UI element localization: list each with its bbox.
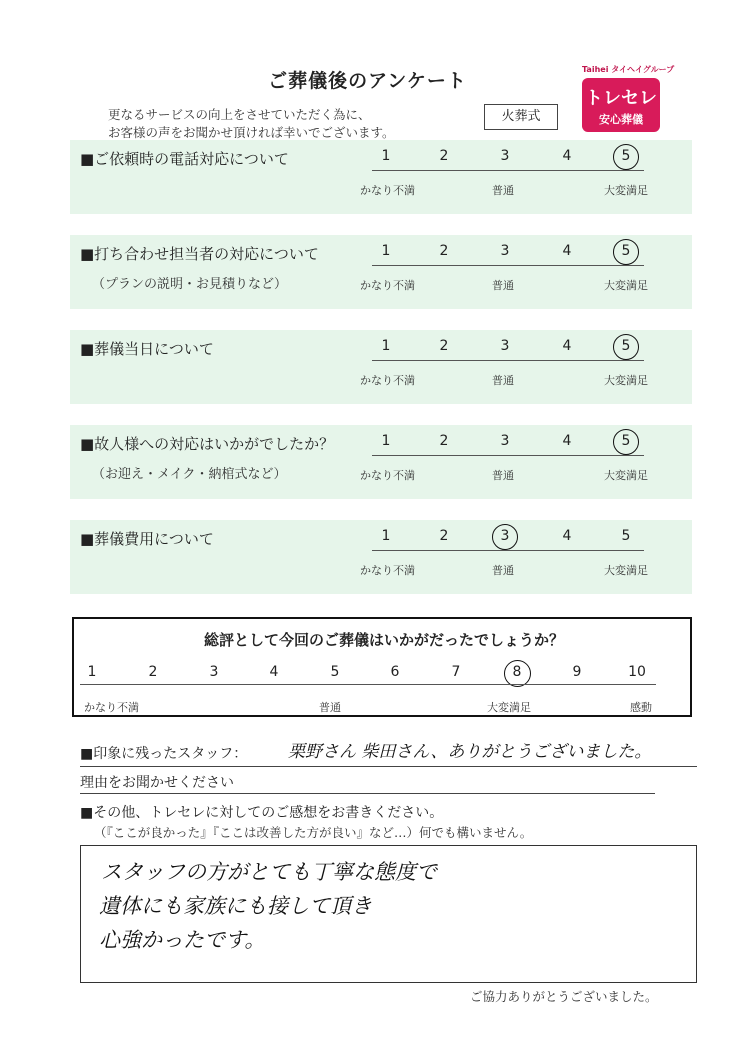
comments-label: ■その他、トレセレに対してのご感想をお書きください。: [80, 805, 444, 821]
scale-number[interactable]: 1: [381, 433, 391, 449]
scale-number[interactable]: 4: [562, 433, 572, 449]
scale-number[interactable]: 5: [621, 243, 631, 259]
comment-line-1: スタッフの方がとても丁寧な態度で: [101, 860, 437, 884]
overall-number[interactable]: 5: [330, 664, 340, 680]
scale-number[interactable]: 4: [562, 528, 572, 544]
scale-number[interactable]: 2: [439, 433, 449, 449]
scale-number[interactable]: 2: [439, 148, 449, 164]
comment-box: [80, 845, 697, 983]
scale-line: [372, 265, 644, 266]
staff-answer-line: [80, 766, 697, 767]
scale-number[interactable]: 2: [439, 528, 449, 544]
scale-number[interactable]: 1: [381, 528, 391, 544]
scale-number[interactable]: 4: [562, 243, 572, 259]
scale-anchor-mid: 普通: [492, 469, 514, 482]
scale-line: [372, 360, 644, 361]
scale-number[interactable]: 1: [381, 243, 391, 259]
scale-anchor-high: 大変満足: [604, 564, 648, 577]
question-label: ■葬儀費用について: [80, 530, 214, 548]
overall-number[interactable]: 4: [269, 664, 279, 680]
scale-number[interactable]: 3: [500, 148, 510, 164]
overall-anchor-a5: 普通: [319, 701, 341, 714]
reason-label: 理由をお聞かせください: [80, 775, 234, 791]
scale-anchor-mid: 普通: [492, 279, 514, 292]
scale-anchor-low: かなり不満: [360, 279, 415, 292]
overall-anchor-a1: かなり不満: [84, 701, 139, 714]
question-sublabel: （お迎え・メイク・納棺式など）: [92, 467, 287, 482]
scale-number[interactable]: 5: [621, 528, 631, 544]
company-logo: [582, 64, 675, 132]
scale-number[interactable]: 4: [562, 338, 572, 354]
overall-rating-box: [72, 617, 692, 717]
overall-question: 総評として今回のご葬儀はいかがだったでしょうか？: [203, 631, 564, 649]
scale-number[interactable]: 2: [439, 338, 449, 354]
scale-number[interactable]: 4: [562, 148, 572, 164]
scale-line: [372, 170, 644, 171]
scale-number[interactable]: 3: [500, 528, 510, 544]
question-label: ■故人様への対応はいかがでしたか？: [80, 435, 335, 453]
comment-line-3: 心強かったです。: [99, 928, 266, 952]
logo-sub-text: 安心葬儀: [599, 113, 643, 126]
scale-number[interactable]: 1: [381, 148, 391, 164]
overall-selected-circle: [504, 660, 531, 687]
selected-rating-circle: [613, 429, 639, 455]
logo-group-name: Taihei タイヘイグループ: [582, 65, 675, 74]
scale-anchor-high: 大変満足: [604, 374, 648, 387]
scale-anchor-mid: 普通: [492, 564, 514, 577]
logo-main-text: トレセレ: [585, 88, 657, 109]
scale-anchor-high: 大変満足: [604, 469, 648, 482]
funeral-type-box: 火葬式: [484, 104, 558, 130]
overall-number[interactable]: 10: [628, 664, 646, 680]
scale-anchor-low: かなり不満: [360, 374, 415, 387]
scale-anchor-low: かなり不満: [360, 564, 415, 577]
thanks-text: ご協力ありがとうございました。: [470, 989, 658, 1004]
selected-rating-circle: [613, 239, 639, 265]
scale-line: [372, 455, 644, 456]
scale-anchor-low: かなり不満: [360, 184, 415, 197]
scale-number[interactable]: 1: [381, 338, 391, 354]
selected-rating-circle: [492, 524, 518, 550]
scale-number[interactable]: 5: [621, 338, 631, 354]
comments-sub: （『ここが良かった』『ここは改善した方が良い』など…）何でも構いません。: [94, 825, 533, 840]
scale-number[interactable]: 5: [621, 148, 631, 164]
question-label: ■葬儀当日について: [80, 340, 214, 358]
overall-number[interactable]: 3: [209, 664, 219, 680]
question-label: ■打ち合わせ担当者の対応について: [80, 245, 319, 263]
scale-anchor-mid: 普通: [492, 184, 514, 197]
overall-number[interactable]: 8: [512, 664, 522, 680]
overall-number[interactable]: 1: [87, 664, 97, 680]
overall-anchor-a8: 大変満足: [487, 701, 531, 714]
scale-number[interactable]: 3: [500, 338, 510, 354]
scale-number[interactable]: 3: [500, 243, 510, 259]
scale-number[interactable]: 5: [621, 433, 631, 449]
question-sublabel: （プランの説明・お見積りなど）: [92, 277, 288, 292]
scale-line: [372, 550, 644, 551]
overall-number[interactable]: 7: [451, 664, 461, 680]
overall-number[interactable]: 2: [148, 664, 158, 680]
overall-scale-line: [80, 684, 656, 685]
reason-line: [80, 793, 655, 794]
scale-anchor-high: 大変満足: [604, 279, 648, 292]
intro-text: [108, 106, 395, 142]
scale-number[interactable]: 2: [439, 243, 449, 259]
staff-answer: 栗野さん 柴田さん、ありがとうございました。: [288, 742, 652, 762]
intro-line-1: 更なるサービスの向上をさせていただく為に、: [108, 107, 371, 122]
scale-number[interactable]: 3: [500, 433, 510, 449]
selected-rating-circle: [613, 334, 639, 360]
logo-badge: [582, 78, 660, 132]
scale-anchor-high: 大変満足: [604, 184, 648, 197]
scale-anchor-low: かなり不満: [360, 469, 415, 482]
intro-line-2: お客様の声をお聞かせ頂ければ幸いでございます。: [108, 125, 395, 140]
survey-title: ご葬儀後のアンケート: [268, 70, 467, 92]
overall-number[interactable]: 9: [572, 664, 582, 680]
overall-anchor-a10: 感動: [630, 701, 652, 714]
overall-number[interactable]: 6: [390, 664, 400, 680]
scale-anchor-mid: 普通: [492, 374, 514, 387]
staff-label: ■印象に残ったスタッフ：: [80, 746, 248, 762]
comment-line-2: 遺体にも家族にも接して頂き: [99, 894, 372, 918]
selected-rating-circle: [613, 144, 639, 170]
question-label: ■ご依頼時の電話対応について: [80, 150, 289, 168]
